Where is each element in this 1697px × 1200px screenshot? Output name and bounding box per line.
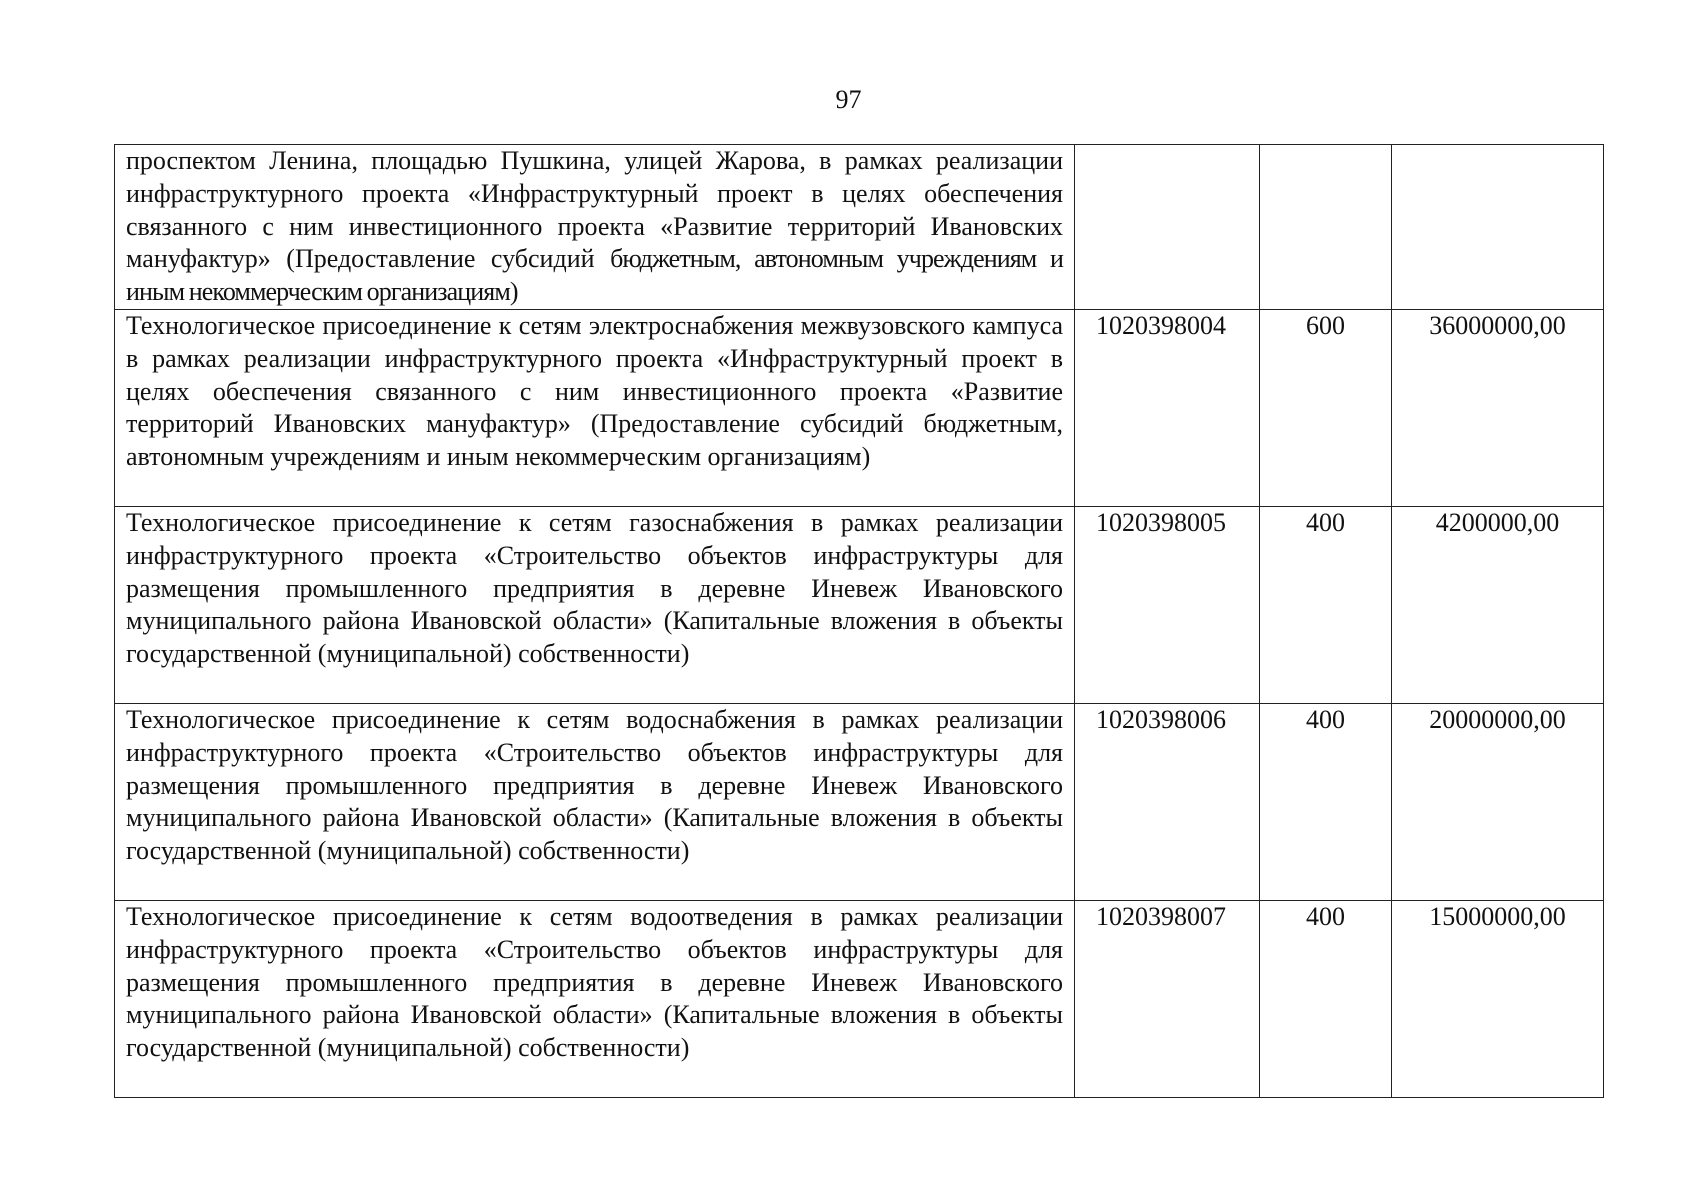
row-name-cell	[115, 900, 1075, 1097]
row-name-text	[115, 310, 1074, 474]
row-code-cell	[1075, 900, 1260, 1097]
row-name-cell	[115, 703, 1075, 900]
name-line: Технологическое присоединение к сетям водоотведения в рамках	[126, 901, 919, 931]
row-name-text	[115, 704, 1074, 868]
row-type-cell	[1260, 703, 1392, 900]
row-amount: 15000000,00	[1429, 901, 1566, 931]
row-code-cell	[1075, 506, 1260, 703]
name-line: «Инфраструктурный проект в целях обеспечения связанного с ним	[126, 343, 1063, 406]
row-amount-cell	[1392, 309, 1604, 506]
name-line: инфраструктуры для размещения промышленного предприятия в деревне	[126, 934, 1064, 997]
row-code-cell	[1075, 145, 1260, 310]
name-line: (Капитальные вложения в объекты государственной (муниципальной)	[126, 606, 1064, 669]
name-line: инвестиционного проекта «Развитие территорий Ивановских мануфактур»	[126, 376, 1064, 439]
name-line: Иневеж Ивановского муниципального района Ивановской области»	[126, 967, 1064, 1030]
name-line: собственности)	[518, 639, 690, 669]
budget-table	[114, 144, 1604, 1098]
row-name-cell	[115, 309, 1075, 506]
name-line: инфраструктуры для размещения промышленного предприятия в деревне	[126, 540, 1064, 603]
row-amount-cell	[1392, 703, 1604, 900]
name-line: реализации инфраструктурного проекта «Строительство объектов	[126, 507, 1063, 570]
row-code: 1020398007	[1096, 901, 1226, 931]
name-line: (Предоставление субсидий бюджетным, автономным учреждениям и иным	[126, 409, 1063, 472]
name-line: проспектом Ленина, площадью Пушкина, улицей Жарова, в рамках	[126, 146, 923, 175]
row-code: 1020398004	[1096, 310, 1226, 340]
row-amount: 4200000,00	[1435, 507, 1560, 537]
table-row	[115, 506, 1604, 703]
name-line: инфраструктуры для размещения промышленного предприятия в деревне	[126, 737, 1064, 800]
name-line: реализации инфраструктурного проекта «Строительство объектов	[126, 704, 1064, 767]
row-code-cell	[1075, 703, 1260, 900]
row-name-text	[115, 901, 1074, 1065]
name-line: (Капитальные вложения в объекты государственной (муниципальной)	[126, 803, 1064, 866]
name-line: реализации инфраструктурного проекта «Строительство объектов	[126, 901, 1063, 964]
row-amount-cell	[1392, 145, 1604, 310]
row-type-cell	[1260, 506, 1392, 703]
table-row	[115, 145, 1604, 310]
name-line: Иневеж Ивановского муниципального района Ивановской области»	[126, 573, 1064, 636]
name-line: обеспечения связанного с ним инвестиционного проекта «Развитие	[126, 178, 1063, 241]
name-line: собственности)	[518, 1033, 690, 1063]
row-expense-type: 400	[1306, 507, 1345, 537]
table-row	[115, 900, 1604, 1097]
table-row	[115, 309, 1604, 506]
name-line: Технологическое присоединение к сетям электроснабжения межвузовского	[126, 310, 966, 340]
row-code: 1020398005	[1096, 507, 1226, 537]
name-line: кампуса в рамках реализации инфраструктурного проекта	[126, 310, 1063, 373]
row-expense-type: 400	[1306, 704, 1345, 734]
name-line: собственности)	[518, 836, 690, 866]
name-line: (Капитальные вложения в объекты государственной (муниципальной)	[126, 1000, 1064, 1063]
name-line: Иневеж Ивановского муниципального района Ивановской области»	[126, 770, 1064, 833]
row-amount-cell	[1392, 506, 1604, 703]
row-expense-type: 600	[1306, 310, 1345, 340]
row-amount: 20000000,00	[1429, 704, 1566, 734]
name-line: некоммерческим организациям)	[515, 442, 871, 472]
table-row	[115, 703, 1604, 900]
name-line: Технологическое присоединение к сетям газоснабжения в рамках	[126, 507, 919, 537]
row-amount: 36000000,00	[1429, 310, 1566, 340]
row-expense-type: 400	[1306, 901, 1345, 931]
row-type-cell	[1260, 145, 1392, 310]
page-number: 97	[835, 85, 862, 114]
name-line: реализации инфраструктурного проекта «Инфраструктурный проект в целях	[126, 146, 1063, 208]
name-line: Технологическое присоединение к сетям водоснабжения в рамках	[126, 704, 920, 734]
name-line: бюджетным, автономным учреждениям и иным некоммерческим организациям)	[126, 244, 1063, 307]
row-name-cell	[115, 506, 1075, 703]
row-type-cell	[1260, 309, 1392, 506]
row-name-text	[115, 507, 1074, 671]
row-amount-cell	[1392, 900, 1604, 1097]
row-name-text	[115, 145, 1074, 309]
row-name-cell	[115, 145, 1075, 310]
row-type-cell	[1260, 900, 1392, 1097]
row-code-cell	[1075, 309, 1260, 506]
name-line: территорий Ивановских мануфактур» (Предоставление субсидий	[126, 211, 1063, 274]
row-code: 1020398006	[1096, 704, 1226, 734]
